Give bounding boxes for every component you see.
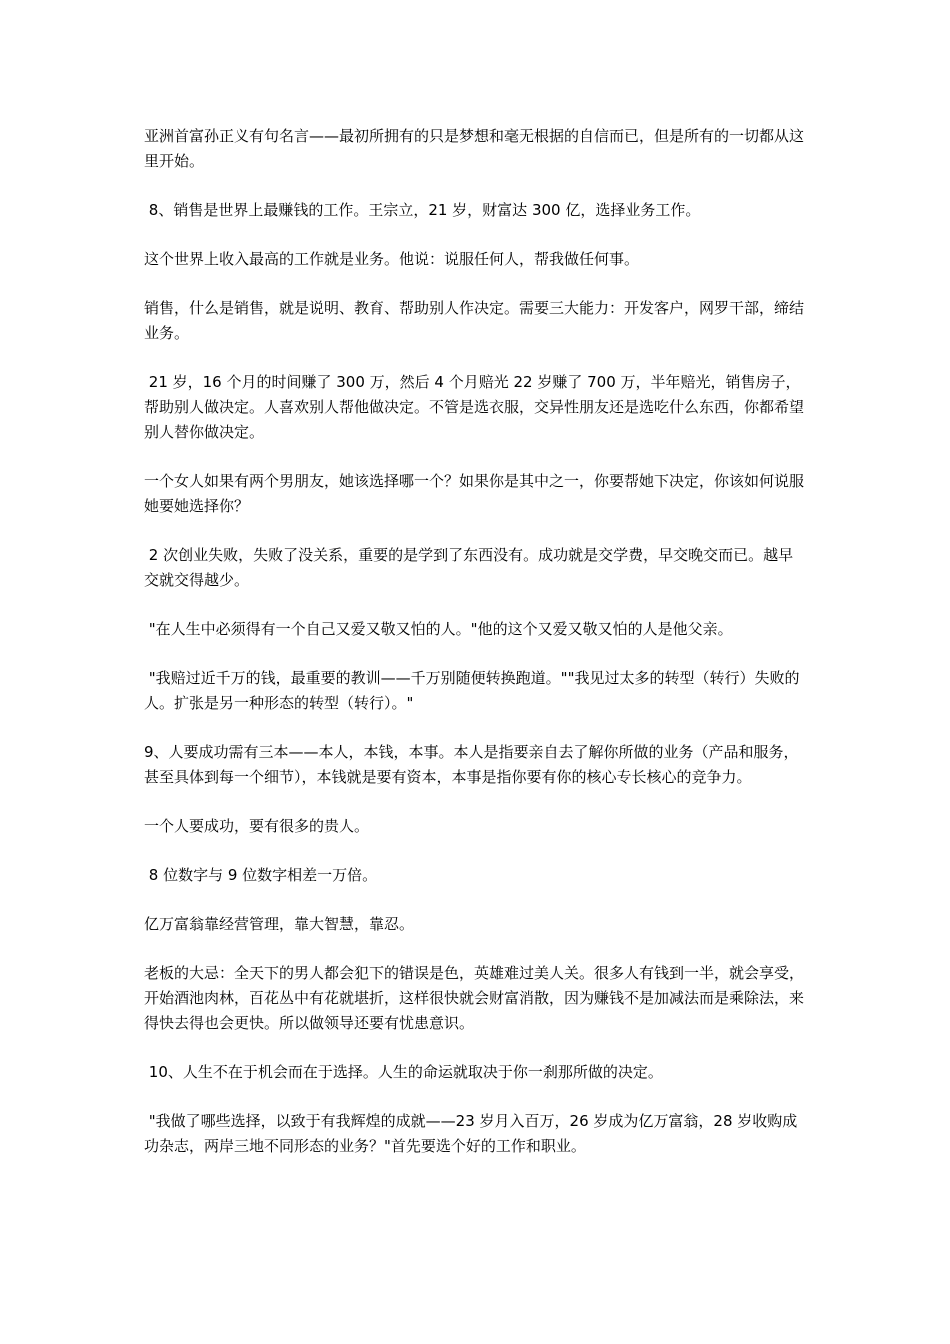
paragraph: 10、人生不在于机会而在于选择。人生的命运就取决于你一刹那所做的决定。	[144, 1063, 663, 1081]
paragraph: 老板的大忌：全天下的男人都会犯下的错误是色，英雄难过美人关。很多人有钱到一半，就会享受，开始酒池肉林，百花丛中有花就堪折，这样很快就会财富消散，因为赚钱不是加减法而是乘除法，来得快去得也会更快。所以做领导还要有忧患意识。	[144, 964, 805, 1032]
paragraph: 8 位数字与 9 位数字相差一万倍。	[144, 866, 378, 884]
paragraph: "我做了哪些选择，以致于有我辉煌的成就——23 岁月入百万，26 岁成为亿万富翁，28 岁收购成功杂志，两岸三地不同形态的业务？"首先要选个好的工作和职业。	[144, 1112, 798, 1155]
paragraph: 亚洲首富孙正义有句名言——最初所拥有的只是梦想和毫无根据的自信而已，但是所有的一切都从这里开始。	[144, 127, 805, 170]
paragraph: 2 次创业失败，失败了没关系，重要的是学到了东西没有。成功就是交学费，早交晚交而已。越早交就交得越少。	[144, 546, 794, 589]
paragraph: 9、人要成功需有三本——本人，本钱，本事。本人是指要亲自去了解你所做的业务（产品和服务，甚至具体到每一个细节），本钱就是要有资本，本事是指你要有你的核心专长核心的竞争力。	[144, 743, 799, 786]
paragraph: 亿万富翁靠经营管理，靠大智慧，靠忍。	[144, 915, 415, 933]
paragraph: "我赔过近千万的钱，最重要的教训——千万别随便转换跑道。""我见过太多的转型（转行）失败的人。扩张是另一种形态的转型（转行）。"	[144, 669, 800, 712]
paragraph: 一个女人如果有两个男朋友，她该选择哪一个？如果你是其中之一，你要帮她下决定，你该如何说服她要她选择你？	[144, 472, 805, 515]
paragraph: "在人生中必须得有一个自己又爱又敬又怕的人。"他的这个又爱又敬又怕的人是他父亲。	[144, 620, 733, 638]
document-page	[144, 124, 808, 1183]
paragraph: 一个人要成功，要有很多的贵人。	[144, 817, 370, 835]
paragraph: 21 岁，16 个月的时间赚了 300 万，然后 4 个月赔光 22 岁赚了 700 万，半年赔光，销售房子，帮助别人做决定。人喜欢别人帮他做决定。不管是选衣服，交异性朋友还是选吃什么东西，你都希望别人替你做决定。	[144, 373, 805, 441]
paragraph: 8、销售是世界上最赚钱的工作。王宗立，21 岁，财富达 300 亿，选择业务工作。	[144, 201, 701, 219]
paragraph: 销售，什么是销售，就是说明、教育、帮助别人作决定。需要三大能力：开发客户，网罗干部，缔结业务。	[144, 299, 805, 342]
paragraph: 这个世界上收入最高的工作就是业务。他说：说服任何人，帮我做任何事。	[144, 250, 640, 268]
